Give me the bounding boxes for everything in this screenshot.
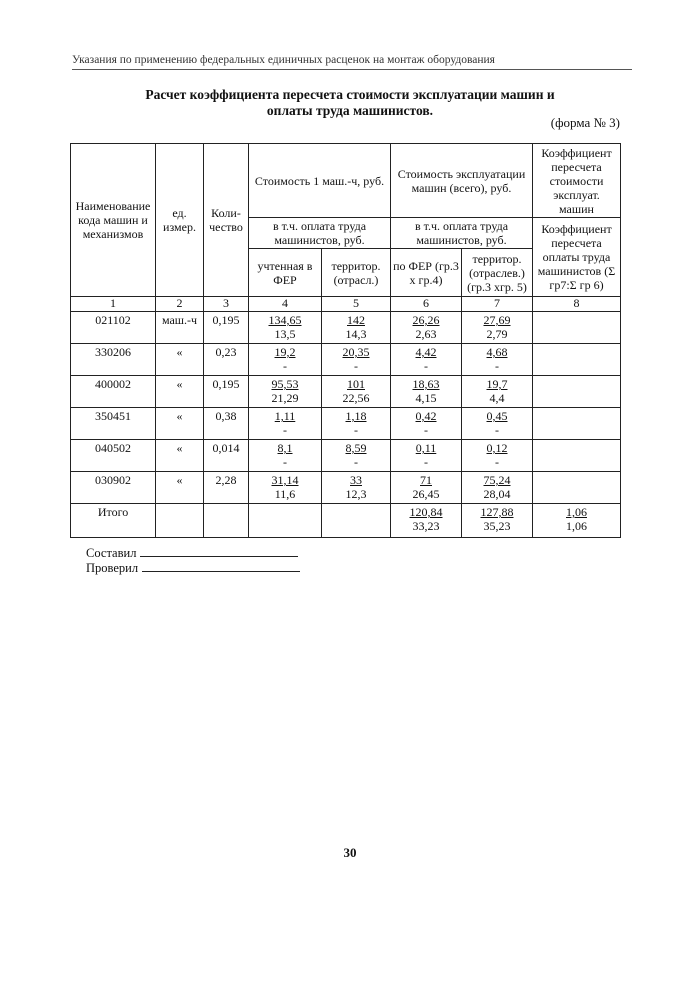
cost-fer: 134,65 [268,313,302,327]
coef-expl-value: 1,06 [566,505,587,519]
machine-code: 400002 [71,376,156,408]
signature-compiled [86,546,298,561]
cost-territ: 101 [347,377,365,391]
header-by-fer: по ФЕР (гр.3 х гр.4) [391,249,462,297]
total-territ-cell [462,408,533,440]
machine-code: 021102 [71,312,156,344]
total-labor-territ: - [495,423,499,437]
labor-territ: 14,3 [345,327,367,341]
machine-code: 040502 [71,440,156,472]
cost-territ: 1,18 [345,409,367,423]
checked-label: Проверил [86,561,139,575]
cost-territ-cell [322,376,391,408]
labor-territ: 22,56 [342,391,370,405]
total-labor-territ: 4,4 [489,391,505,405]
cost-fer: 31,14 [271,473,299,487]
cost-fer: 19,2 [274,345,296,359]
coef-values-cell [533,504,621,538]
cost-fer-cell [249,472,322,504]
header-qty: Коли-чество [204,144,249,297]
labor-fer: - [283,455,287,469]
total-labor-fer: 26,45 [412,487,440,501]
coef-cell [533,376,621,408]
table-row [71,472,621,504]
total-label: Итого [71,504,156,538]
coef-cell [533,440,621,472]
total-labor-territ: 2,79 [486,327,508,341]
total-empty-cell [322,504,391,538]
col-num: 3 [204,297,249,312]
cost-fer-cell [249,344,322,376]
quantity: 0,014 [204,440,249,472]
total-row [71,504,621,538]
form-number: (форма № 3) [550,115,620,130]
table-row [71,312,621,344]
cost-fer-cell [249,312,322,344]
total-labor-territ: - [495,455,499,469]
title-line-1: Расчет коэффициента пересчета стоимости эксплуатации машин и [145,87,555,102]
total-fer-cell [391,312,462,344]
total-fer-cell [391,344,462,376]
labor-territ: - [354,423,358,437]
total-empty-cell [156,504,204,538]
sum-total-fer: 120,84 [409,505,443,519]
total-labor-territ: 28,04 [483,487,511,501]
cost-fer: 1,11 [274,409,296,423]
cost-territ-cell [322,472,391,504]
labor-fer: 11,6 [274,487,296,501]
quantity: 0,23 [204,344,249,376]
cost-fer: 95,53 [271,377,299,391]
total-labor-territ: - [495,359,499,373]
coef-cell [533,312,621,344]
cost-territ: 33 [350,473,362,487]
coef-labor-value: 1,06 [566,519,587,533]
cost-fer-cell [249,408,322,440]
machine-code: 350451 [71,408,156,440]
col-num: 4 [249,297,322,312]
col-num: 6 [391,297,462,312]
total-fer-cell [391,472,462,504]
total-empty-cell [249,504,322,538]
total-fer: 0,42 [415,409,437,423]
header-territ: территор. (отрасл.) [322,249,391,297]
header-fer: учтенная в ФЕР [249,249,322,297]
total-fer-cell [391,376,462,408]
coef-cell [533,344,621,376]
header-name: Наименование кода машин и механизмов [71,144,156,297]
total-territ: 75,24 [483,473,511,487]
table-row [71,376,621,408]
total-labor-fer: - [424,423,428,437]
total-labor-fer: - [424,455,428,469]
total-territ-cell [462,312,533,344]
total-fer: 26,26 [412,313,440,327]
header-incl-labor-total: в т.ч. оплата труда машинистов, руб. [391,218,533,249]
cost-fer: 8,1 [277,441,293,455]
total-territ: 0,12 [486,441,508,455]
cost-territ-cell [322,440,391,472]
total-territ: 0,45 [486,409,508,423]
quantity: 2,28 [204,472,249,504]
table-row [71,344,621,376]
total-fer-cell [391,408,462,440]
header-coef-expl: Коэффициент пересчета стоимости эксплуат. машин [533,144,621,218]
sum-labor-fer: 33,23 [412,519,440,533]
total-fer-cell [391,440,462,472]
title-line-2: оплаты труда машинистов. [266,103,434,118]
sum-total-territ: 127,88 [480,505,514,519]
page-number: 30 [343,845,357,860]
signature-checked [86,561,300,576]
cost-territ-cell [322,312,391,344]
total-empty-cell [204,504,249,538]
cost-territ-cell [322,344,391,376]
header-coef-labor: Коэффициент пересчета оплаты труда машинистов (Σ гр7:Σ гр 6) [533,218,621,297]
col-num: 7 [462,297,533,312]
cost-territ: 142 [347,313,365,327]
cost-territ: 8,59 [345,441,367,455]
table-row [71,440,621,472]
total-territ: 4,68 [486,345,508,359]
running-header: Указания по применению федеральных единичных расценок на монтаж оборудования [72,54,495,66]
unit: « [156,376,204,408]
quantity: 0,195 [204,376,249,408]
labor-territ: - [354,359,358,373]
labor-territ: - [354,455,358,469]
total-fer: 4,42 [415,345,437,359]
quantity: 0,38 [204,408,249,440]
table-row [71,408,621,440]
total-labor-fer: 4,15 [415,391,437,405]
labor-fer: - [283,359,287,373]
col-num: 1 [71,297,156,312]
coef-cell [533,408,621,440]
total-labor-fer: - [424,359,428,373]
checked-signature-line[interactable] [142,561,300,572]
quantity: 0,195 [204,312,249,344]
header-rule [72,69,632,70]
cost-fer-cell [249,440,322,472]
unit: « [156,472,204,504]
total-territ: 27,69 [483,313,511,327]
cost-fer-cell [249,376,322,408]
cost-territ-cell [322,408,391,440]
machine-code: 030902 [71,472,156,504]
total-territ: 19,7 [486,377,508,391]
coef-cell [533,472,621,504]
labor-fer: 21,29 [271,391,299,405]
sum-labor-territ: 35,23 [483,519,511,533]
total-territ-cell [462,344,533,376]
total-labor-fer: 2,63 [415,327,437,341]
total-fer: 18,63 [412,377,440,391]
labor-fer: - [283,423,287,437]
header-cost-per-hour: Стоимость 1 маш.-ч, руб. [249,144,391,218]
sum-fer-cell [391,504,462,538]
header-incl-labor-cost: в т.ч. оплата труда машинистов, руб. [249,218,391,249]
total-fer: 71 [420,473,432,487]
header-unit: ед. измер. [156,144,204,297]
col-num: 2 [156,297,204,312]
cost-territ: 20,35 [342,345,370,359]
unit: « [156,344,204,376]
unit: « [156,408,204,440]
labor-fer: 13,5 [274,327,296,341]
compiled-signature-line[interactable] [140,546,298,557]
compiled-label: Составил [86,546,137,560]
column-numbers-row [71,297,621,312]
unit: « [156,440,204,472]
labor-territ: 12,3 [345,487,367,501]
sum-territ-cell [462,504,533,538]
machine-code: 330206 [71,344,156,376]
header-total-cost: Стоимость эксплуатации машин (всего), руб. [391,144,533,218]
total-territ-cell [462,440,533,472]
col-num: 8 [533,297,621,312]
total-fer: 0,11 [415,441,437,455]
col-num: 5 [322,297,391,312]
unit: маш.-ч [156,312,204,344]
calculation-table [70,143,621,538]
total-territ-cell [462,472,533,504]
header-territ-total: территор. (отраслев.) (гр.3 хгр. 5) [462,249,533,297]
total-territ-cell [462,376,533,408]
